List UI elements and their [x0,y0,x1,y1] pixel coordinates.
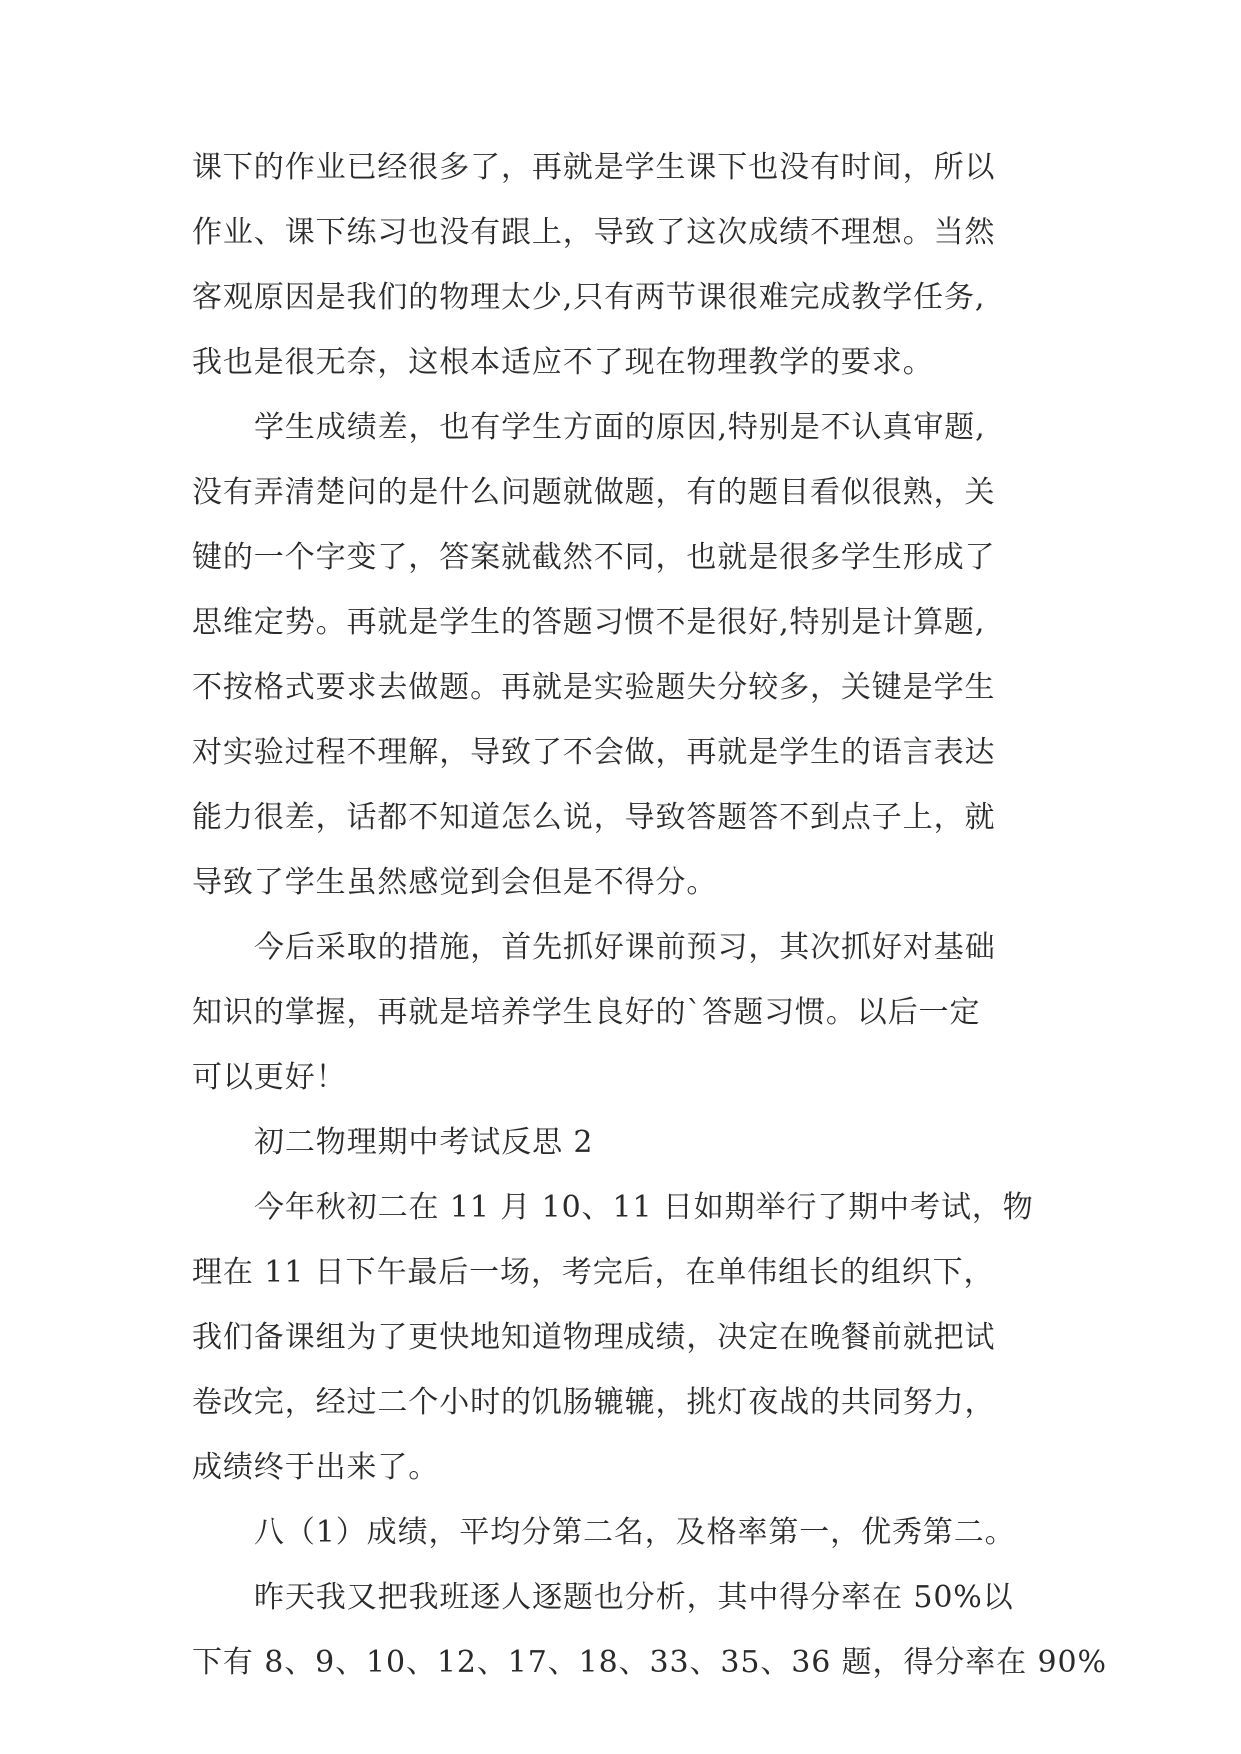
text-line: 我也是很无奈，这根本适应不了现在物理教学的要求。 [192,345,934,380]
paragraph-start: 昨天我又把我班逐人逐题也分析，其中得分率在 50%以 [254,1580,1014,1615]
text-line: 对实验过程不理解，导致了不会做，再就是学生的语言表达 [192,735,996,770]
text-line: 卷改完，经过二个小时的饥肠辘辘，挑灯夜战的共同努力， [192,1385,996,1420]
text-line: 导致了学生虽然感觉到会但是不得分。 [192,865,718,900]
text-line: 理在 11 日下午最后一场，考完后，在单伟组长的组织下， [192,1255,995,1290]
text-line: 思维定势。再就是学生的答题习惯不是很好,特别是计算题, [192,605,986,640]
text-line: 我们备课组为了更快地知道物理成绩，决定在晚餐前就把试 [192,1320,996,1355]
text-line: 能力很差，话都不知道怎么说，导致答题答不到点子上，就 [192,800,996,835]
text-line: 课下的作业已经很多了，再就是学生课下也没有时间，所以 [192,150,996,185]
text-line: 可以更好！ [192,1060,347,1095]
paragraph-start: 学生成绩差，也有学生方面的原因,特别是不认真审题, [254,410,986,445]
paragraph-start: 今年秋初二在 11 月 10、11 日如期举行了期中考试，物 [254,1190,1034,1225]
paragraph-start: 八（1）成绩，平均分第二名，及格率第一，优秀第二。 [254,1515,1016,1550]
text-line: 知识的掌握，再就是培养学生良好的`答题习惯。以后一定 [192,995,981,1030]
text-line: 键的一个字变了，答案就截然不同，也就是很多学生形成了 [192,540,996,575]
text-line: 下有 8、9、10、12、17、18、33、35、36 题，得分率在 90% [192,1645,1107,1680]
text-line: 不按格式要求去做题。再就是实验题失分较多，关键是学生 [192,670,996,705]
text-line: 没有弄清楚问的是什么问题就做题，有的题目看似很熟，关 [192,475,996,510]
paragraph-start: 今后采取的措施，首先抓好课前预习，其次抓好对基础 [254,930,996,965]
text-line: 成绩终于出来了。 [192,1450,440,1485]
text-line: 客观原因是我们的物理太少,只有两节课很难完成教学任务, [192,280,986,315]
section-heading: 初二物理期中考试反思 2 [254,1125,594,1160]
text-line: 作业、课下练习也没有跟上，导致了这次成绩不理想。当然 [192,215,996,250]
